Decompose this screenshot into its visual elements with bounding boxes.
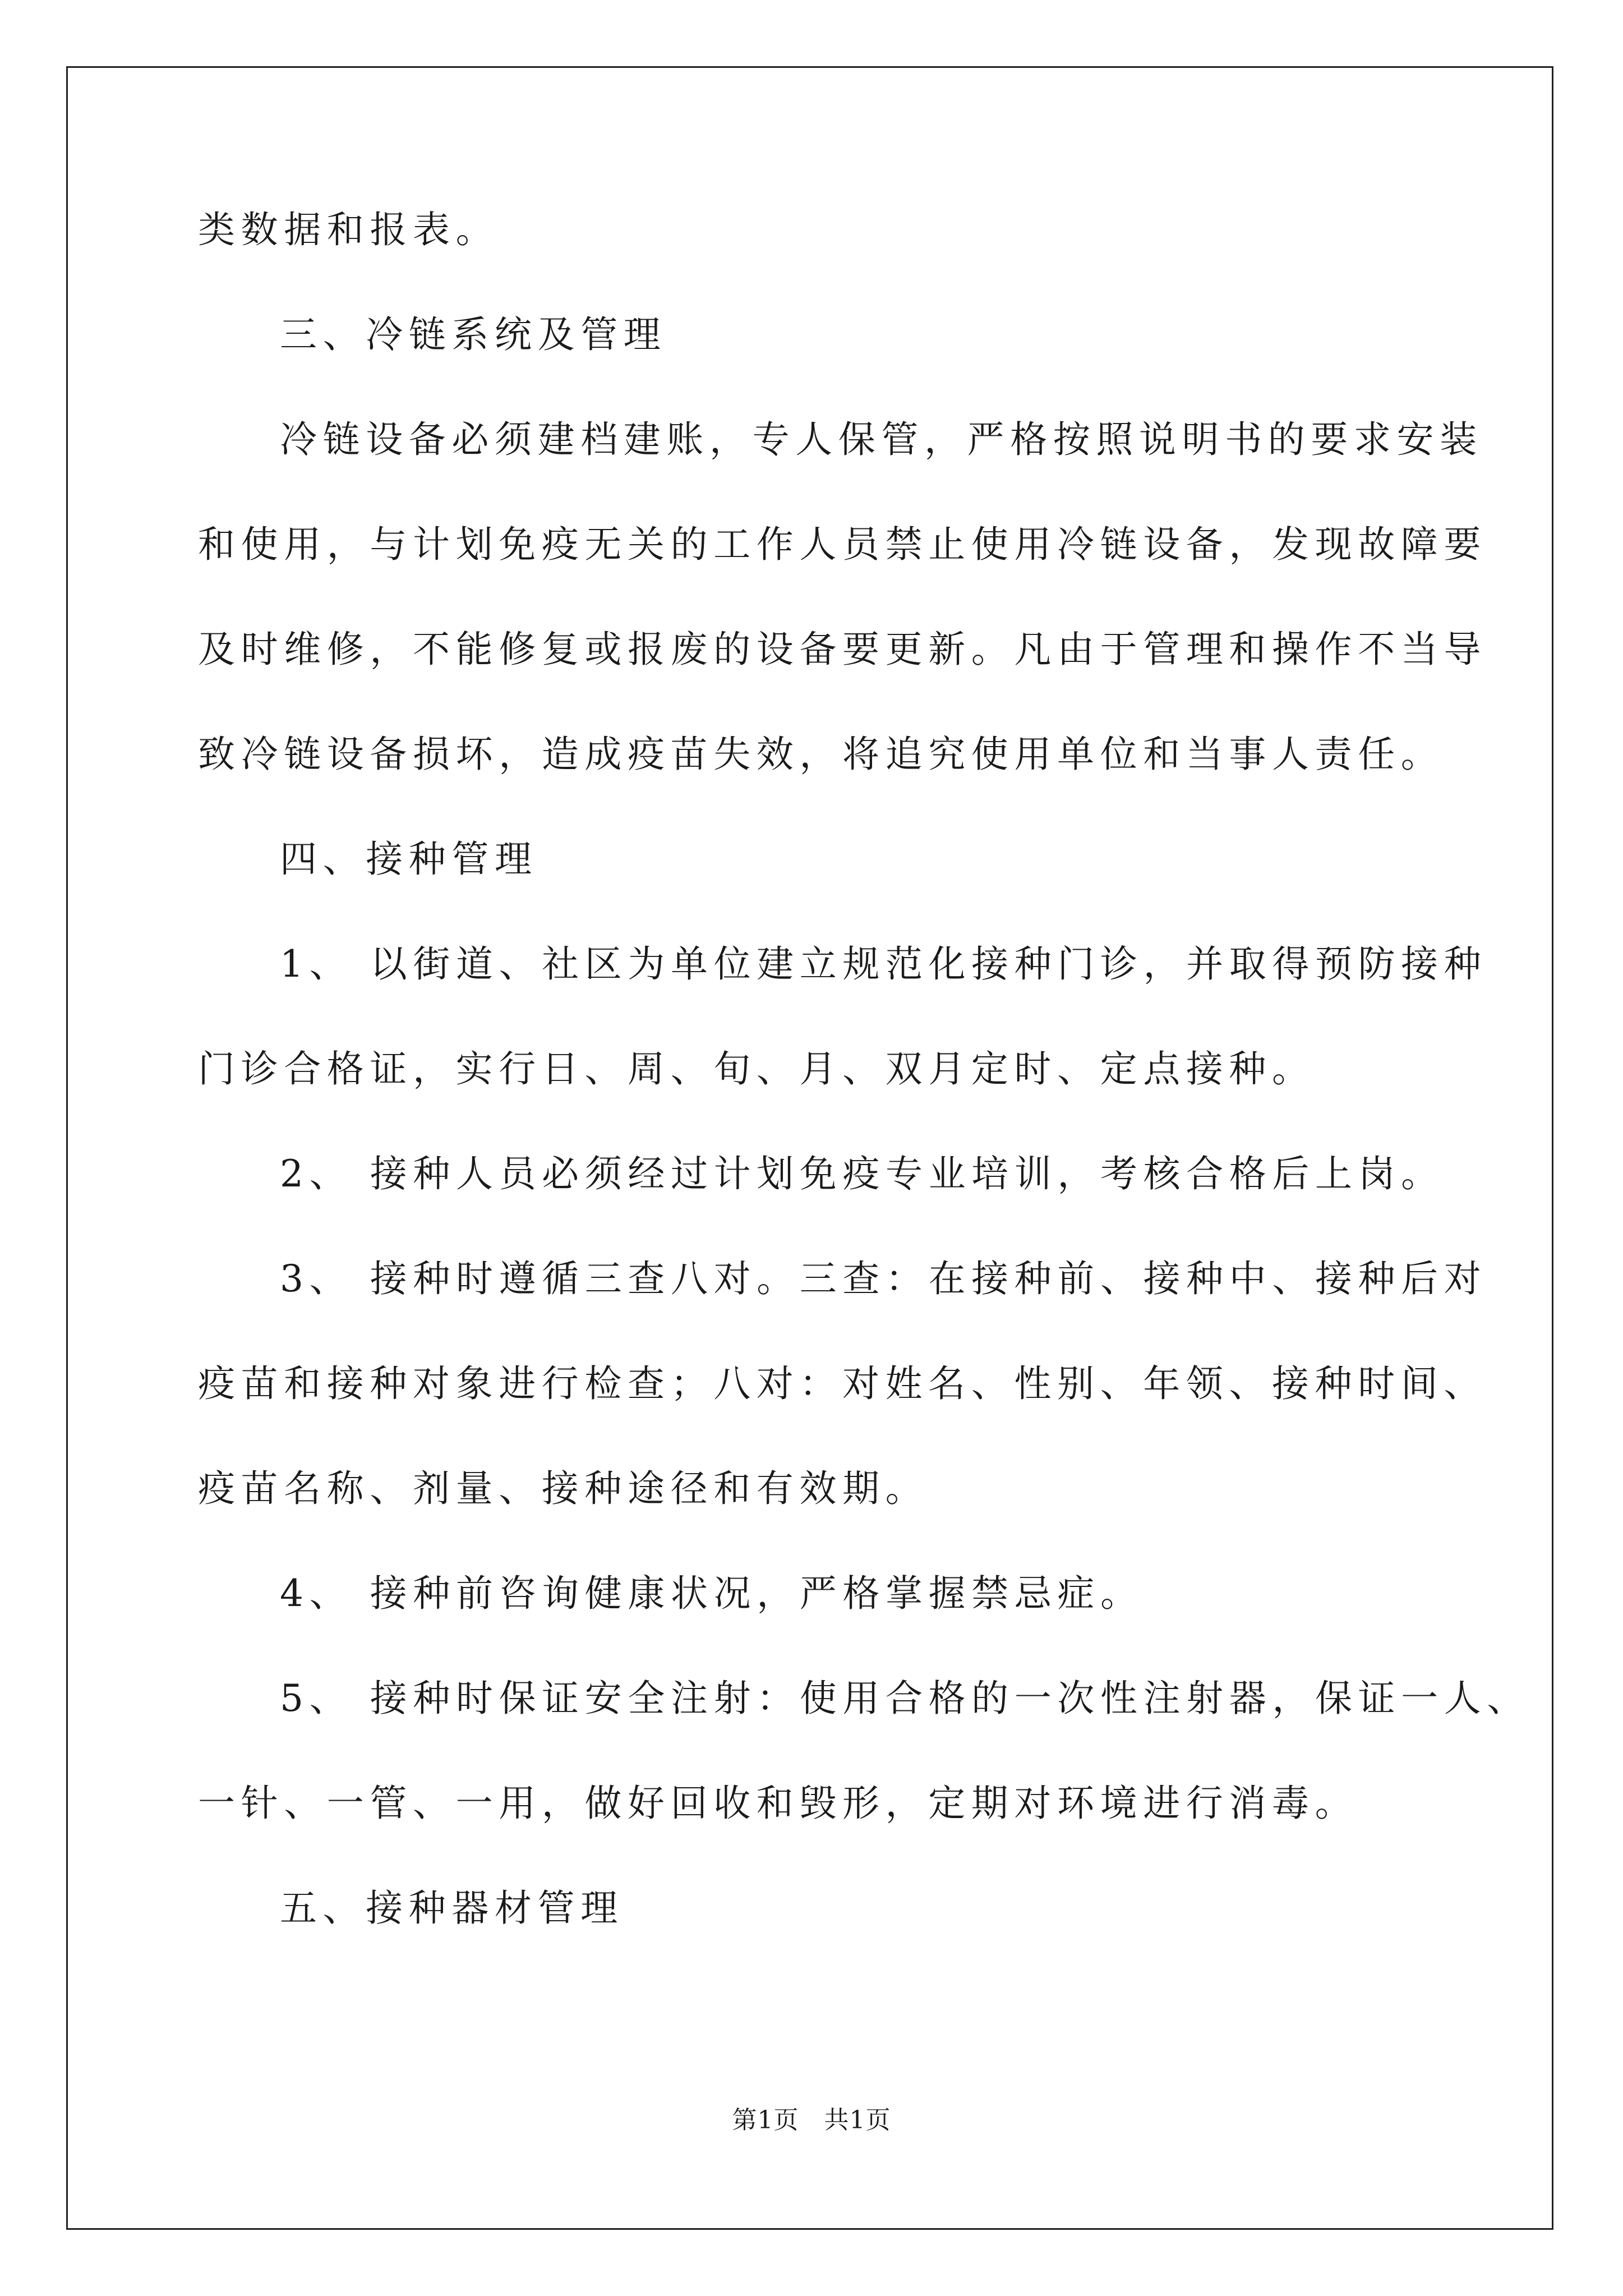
text-line: 致冷链设备损坏，造成疫苗失效，将追究使用单位和当事人责任。: [198, 733, 1444, 776]
list-item: 4、 接种前咨询健康状况，严格掌握禁忌症。: [280, 1572, 1144, 1615]
text-line: 冷链设备必须建档建账，专人保管，严格按照说明书的要求安装: [280, 418, 1483, 461]
section-heading: 四、接种管理: [280, 838, 538, 881]
section-heading: 五、接种器材管理: [280, 1887, 624, 1930]
text-line: 疫苗和接种对象进行检查；八对：对姓名、性别、年领、接种时间、: [198, 1362, 1487, 1405]
text-line: 和使用，与计划免疫无关的工作人员禁止使用冷链设备，发现故障要: [198, 523, 1487, 566]
text-line: 及时维修，不能修复或报废的设备要更新。凡由于管理和操作不当导: [198, 628, 1487, 671]
list-item: 2、 接种人员必须经过计划免疫专业培训，考核合格后上岗。: [280, 1152, 1444, 1195]
list-item: 5、 接种时保证安全注射：使用合格的一次性注射器，保证一人、: [280, 1677, 1530, 1720]
text-line: 疫苗名称、剂量、接种途径和有效期。: [198, 1467, 929, 1510]
section-heading: 三、冷链系统及管理: [280, 313, 667, 356]
text-line: 一针、一管、一用，做好回收和毁形，定期对环境进行消毒。: [198, 1782, 1358, 1825]
text-line: 门诊合格证，实行日、周、旬、月、双月定时、定点接种。: [198, 1047, 1315, 1091]
page-number-footer: 第1页 共1页: [732, 2106, 891, 2134]
text-line: 类数据和报表。: [198, 208, 499, 251]
list-item: 1、 以街道、社区为单位建立规范化接种门诊，并取得预防接种: [280, 942, 1487, 986]
list-item: 3、 接种时遵循三查八对。三查：在接种前、接种中、接种后对: [280, 1257, 1487, 1300]
